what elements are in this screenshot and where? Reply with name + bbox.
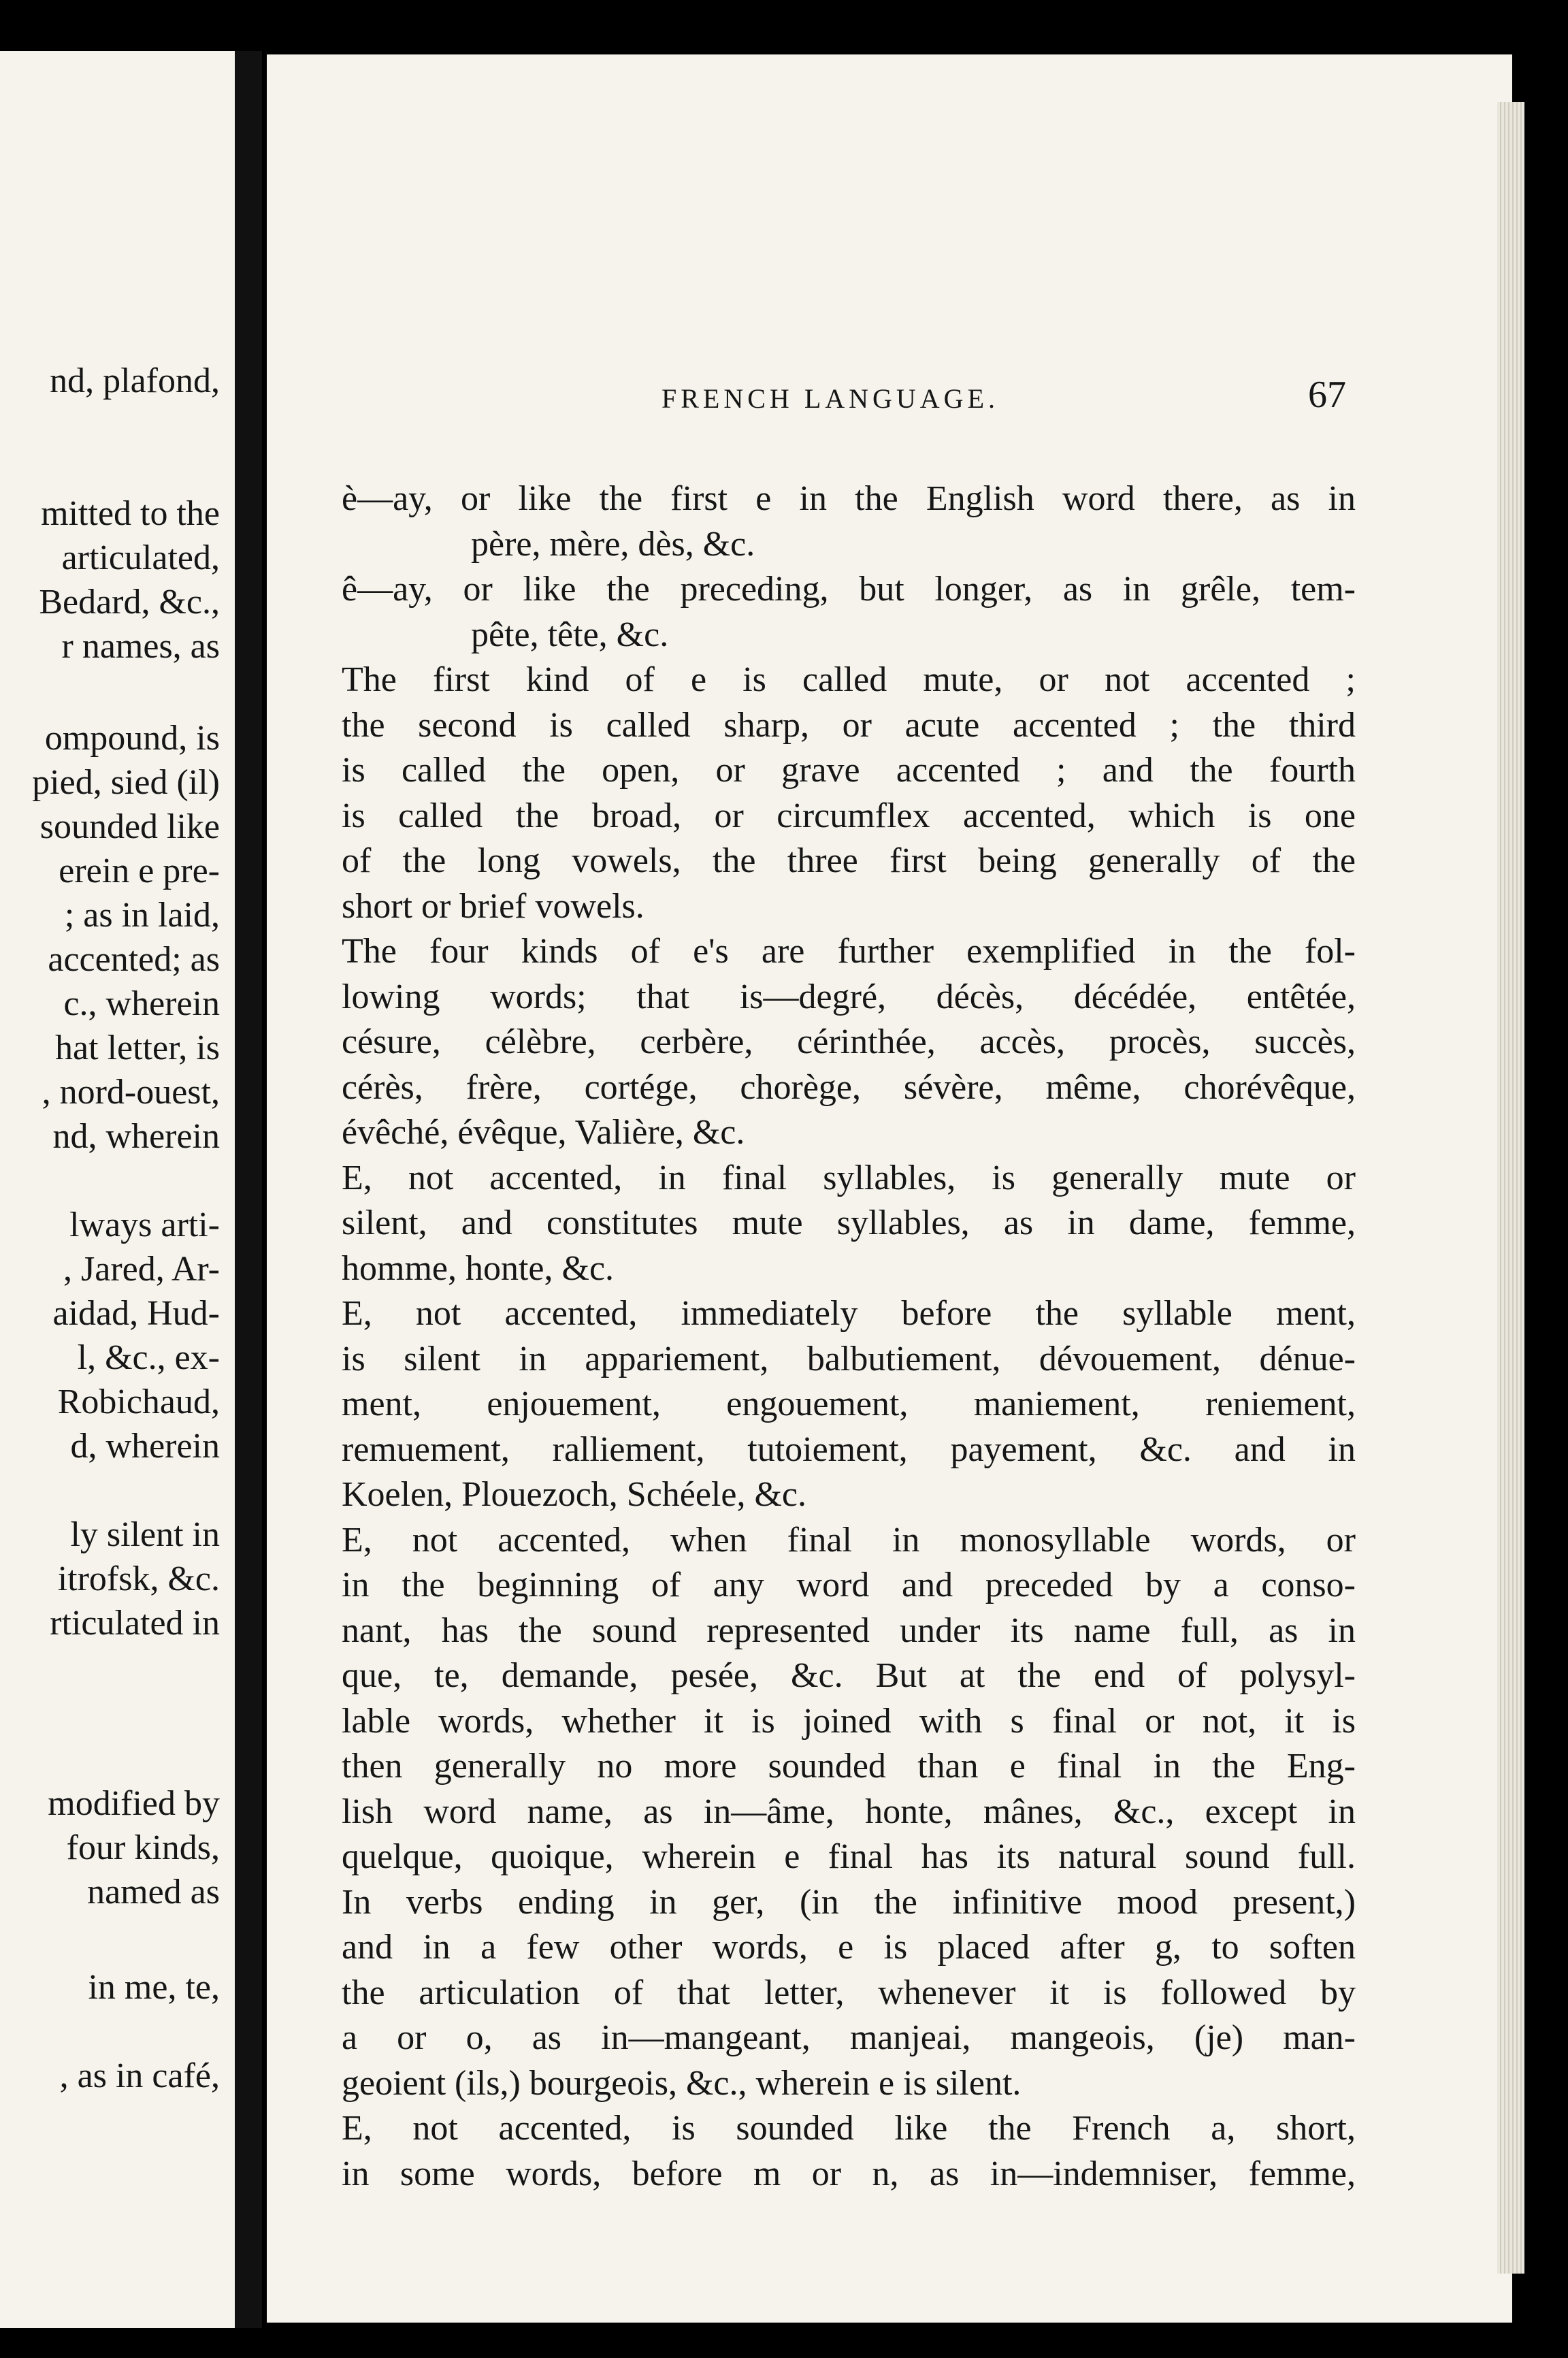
text-line: is called the open, or grave accented ; and the fourth bbox=[342, 751, 1356, 790]
text-line: nant, has the sound represented under its name full, as in bbox=[342, 1611, 1356, 1650]
text-line: the articulation of that letter, whenever it is followed by bbox=[342, 1973, 1356, 2012]
left-page-line: c., wherein bbox=[63, 984, 220, 1023]
text-line: quelque, quoique, wherein e final has its natural sound full. bbox=[342, 1837, 1356, 1876]
left-page-line: in me, te, bbox=[88, 1968, 220, 2007]
text-line: The first kind of e is called mute, or not accented ; bbox=[342, 660, 1356, 699]
text-line: in the beginning of any word and preceded by a conso- bbox=[342, 1566, 1356, 1604]
page-number: 67 bbox=[1308, 374, 1346, 416]
text-line: the second is called sharp, or acute accented ; the third bbox=[342, 705, 1356, 745]
text-line: In verbs ending in ger, (in the infinitive mood present,) bbox=[342, 1882, 1356, 1922]
left-page-line: erein e pre- bbox=[59, 852, 220, 890]
left-page-line: ompound, is bbox=[44, 719, 220, 758]
left-page-line: rticulated in bbox=[50, 1604, 220, 1643]
text-line: silent, and constitutes mute syllables, as in dame, femme, bbox=[342, 1204, 1356, 1242]
page-body bbox=[342, 477, 1356, 2197]
text-line: è—ay, or like the first e in the English word there, as in bbox=[342, 479, 1356, 518]
left-page-line: r names, as bbox=[61, 627, 220, 666]
text-line: then generally no more sounded than e final in the Eng- bbox=[342, 1747, 1356, 1786]
left-page-line: d, wherein bbox=[70, 1427, 220, 1466]
text-line: Koelen, Plouezoch, Schéele, &c. bbox=[342, 1475, 806, 1514]
text-line: évêché, évêque, Valière, &c. bbox=[342, 1113, 745, 1152]
text-line: E, not accented, is sounded like the French a, short, bbox=[342, 2109, 1356, 2148]
left-page-line: ; as in laid, bbox=[64, 896, 220, 935]
text-line: in some words, before m or n, as in—indemniser, femme, bbox=[342, 2154, 1356, 2193]
left-page-line: sounded like bbox=[39, 807, 220, 846]
left-page-line: modified by bbox=[48, 1784, 220, 1823]
left-page-line: pied, sied (il) bbox=[32, 763, 220, 802]
text-line: que, te, demande, pesée, &c. But at the end of polysyl- bbox=[342, 1656, 1356, 1695]
text-line: lable words, whether it is joined with s final or not, it is bbox=[342, 1701, 1356, 1741]
left-page-fragment bbox=[0, 51, 235, 2328]
left-page-line: , as in café, bbox=[59, 2056, 220, 2095]
text-line: E, not accented, immediately before the syllable ment, bbox=[342, 1294, 1356, 1333]
right-page bbox=[267, 54, 1512, 2323]
left-page-line: nd, wherein bbox=[52, 1117, 220, 1156]
text-line: The four kinds of e's are further exemplified in the fol- bbox=[342, 932, 1356, 971]
running-title: FRENCH LANGUAGE. bbox=[662, 383, 999, 414]
page-edges bbox=[1497, 102, 1524, 2274]
left-page-line: four kinds, bbox=[66, 1828, 220, 1867]
left-page-line: articulated, bbox=[61, 538, 220, 577]
left-page-line: hat letter, is bbox=[55, 1029, 220, 1067]
left-page-line: lways arti- bbox=[69, 1206, 220, 1244]
text-line: césure, célèbre, cerbère, cérinthée, accès, procès, succès, bbox=[342, 1022, 1356, 1061]
text-line: ment, enjouement, engouement, maniement, reniement, bbox=[342, 1385, 1356, 1423]
text-line: remuement, ralliement, tutoiement, payement, &c. and in bbox=[342, 1430, 1356, 1469]
left-page-line: Robichaud, bbox=[57, 1383, 220, 1421]
left-page-line: named as bbox=[87, 1873, 220, 1911]
text-line: père, mère, dès, &c. bbox=[471, 524, 755, 564]
text-line: of the long vowels, the three first being generally of the bbox=[342, 841, 1356, 880]
page-header bbox=[267, 373, 1512, 427]
left-page-line: l, &c., ex- bbox=[77, 1338, 220, 1377]
left-page-line: accented; as bbox=[48, 940, 220, 979]
left-page-line: mitted to the bbox=[41, 494, 220, 533]
text-line: ê—ay, or like the preceding, but longer, as in grêle, tem- bbox=[342, 570, 1356, 609]
left-page-line: itrofsk, &c. bbox=[57, 1560, 220, 1598]
text-line: lish word name, as in—âme, honte, mânes, &c., except in bbox=[342, 1792, 1356, 1831]
text-line: geoient (ils,) bourgeois, &c., wherein e is silent. bbox=[342, 2063, 1022, 2103]
text-line: is called the broad, or circumflex accented, which is one bbox=[342, 796, 1356, 835]
text-line: is silent in appariement, balbutiement, dévouement, dénue- bbox=[342, 1339, 1356, 1378]
left-page-line: nd, plafond, bbox=[50, 361, 220, 400]
text-line: E, not accented, when final in monosyllable words, or bbox=[342, 1520, 1356, 1560]
text-line: and in a few other words, e is placed after g, to soften bbox=[342, 1928, 1356, 1967]
text-line: a or o, as in—mangeant, manjeai, mangeois, (je) man- bbox=[342, 2018, 1356, 2057]
text-line: pête, tête, &c. bbox=[471, 615, 669, 654]
left-page-line: aidad, Hud- bbox=[52, 1294, 220, 1333]
text-line: homme, honte, &c. bbox=[342, 1248, 615, 1288]
text-line: E, not accented, in final syllables, is generally mute or bbox=[342, 1158, 1356, 1197]
left-page-line: , Jared, Ar- bbox=[63, 1250, 220, 1289]
text-line: lowing words; that is—degré, décès, décédée, entêtée, bbox=[342, 977, 1356, 1016]
text-line: cérès, frère, cortége, chorège, sévère, même, chorévêque, bbox=[342, 1067, 1356, 1107]
book-gutter bbox=[235, 51, 262, 2328]
left-page-line: ly silent in bbox=[70, 1515, 220, 1554]
text-line: short or brief vowels. bbox=[342, 886, 644, 926]
left-page-line: , nord-ouest, bbox=[42, 1073, 220, 1112]
left-page-line: Bedard, &c., bbox=[39, 583, 220, 621]
